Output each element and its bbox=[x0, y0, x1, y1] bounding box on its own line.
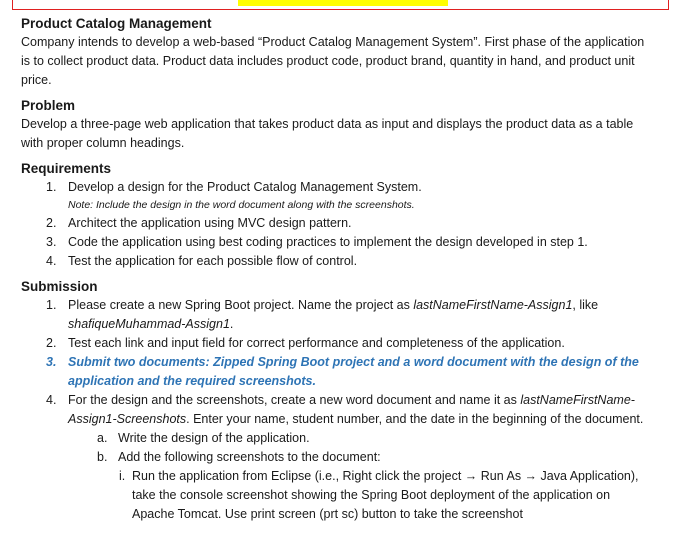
sub-sub-list-item: i. Run the application from Eclipse (i.e., Right click the project → Run As → Java Application), take the console screenshot showing the Spring Boot deployment of the application on Apache Tomcat. Use print screen (prt sc) button to take the screenshot bbox=[119, 469, 639, 521]
section-body-catalog: Company intends to develop a web-based “Product Catalog Management System”. First phase of the application is to collect product data. Product data includes product code, product brand, quantity in hand, and product unit price. bbox=[21, 35, 645, 87]
section-title-problem: Problem bbox=[21, 98, 76, 113]
requirements-list bbox=[21, 178, 651, 271]
list-item: 3. Code the application using best coding practices to implement the design developed in step 1. bbox=[46, 235, 588, 249]
list-item: 2. Architect the application using MVC design pattern. bbox=[46, 216, 352, 230]
section-title-catalog: Product Catalog Management bbox=[21, 16, 212, 31]
sub-list-item: a. Write the design of the application. bbox=[97, 431, 310, 445]
list-item: 4. For the design and the screenshots, create a new word document and name it as lastNameFirstName-Assign1-Screenshots. Enter your name, student number, and the date in the beginning of the document. bbox=[46, 393, 644, 426]
list-item: 1. Please create a new Spring Boot project. Name the project as lastNameFirstName-Assign1, like shafiqueMuhammad-Assign1. bbox=[46, 298, 599, 331]
document-body bbox=[21, 14, 651, 524]
section-title-submission: Submission bbox=[21, 279, 98, 294]
section-title-requirements: Requirements bbox=[21, 161, 112, 176]
list-item: 4. Test the application for each possible flow of control. bbox=[46, 254, 358, 268]
list-item: 2. Test each link and input field for correct performance and completeness of the application. bbox=[46, 336, 565, 350]
section-body-problem: Develop a three-page web application that takes product data as input and displays the product data as a table with proper column headings. bbox=[21, 117, 634, 150]
list-item-highlighted: 3. Submit two documents: Zipped Spring Boot project and a word document with the design of the application and the required screenshots. bbox=[46, 355, 639, 388]
requirement-note: Note: Include the design in the word document along with the screenshots. bbox=[68, 199, 415, 211]
highlight-strip bbox=[238, 0, 448, 6]
sub-list-item: b. Add the following screenshots to the document: bbox=[97, 450, 381, 464]
list-item: 1. Develop a design for the Product Catalog Management System. bbox=[46, 180, 422, 194]
submission-list bbox=[21, 296, 651, 524]
